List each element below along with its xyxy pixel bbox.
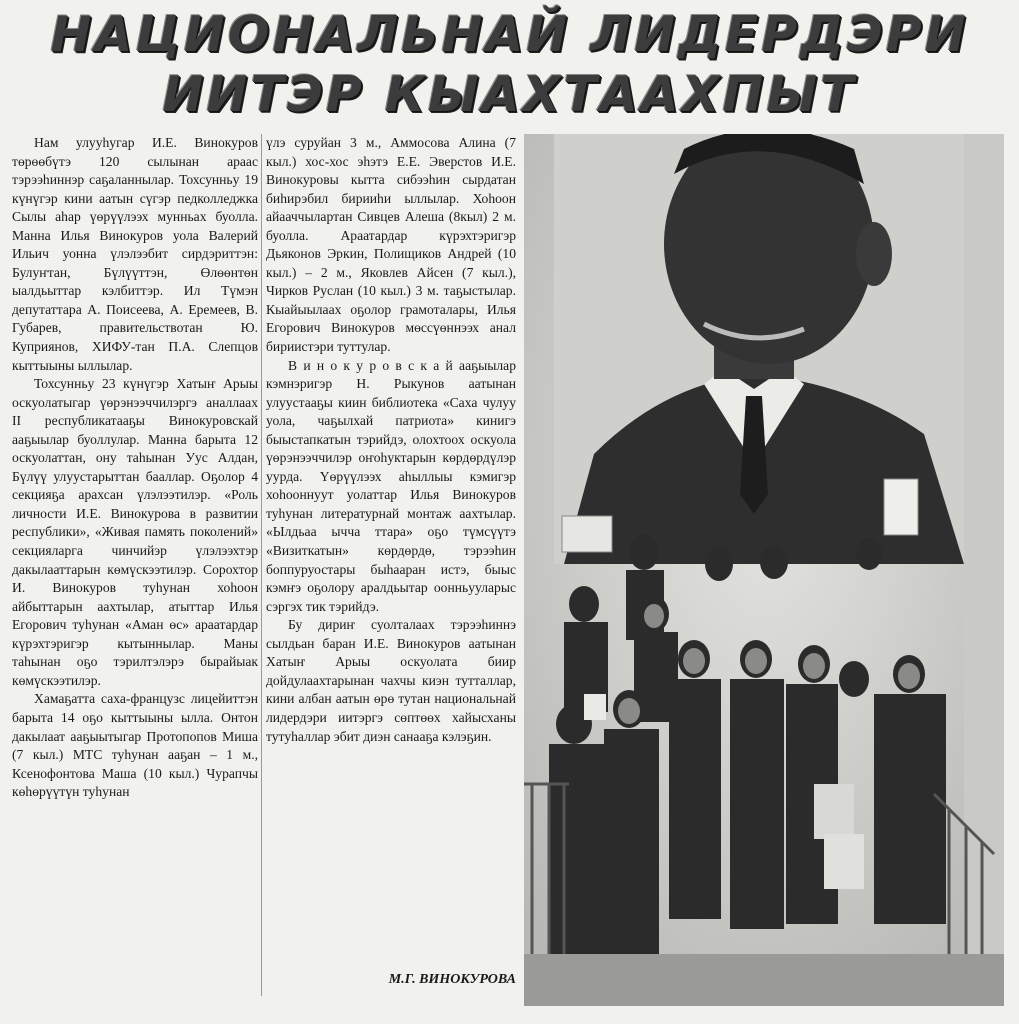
article-column-1 [12,134,258,802]
article-paragraph: Бу дириҥ суолталаах тэрээһиннэ сылдьан баран И.Е. Винокуров аатынан Хатыҥ Арыы оскуолата биир дойдулаахтарынан чахчы киэн тутталлар, кини албан аатын өрө тутан национальнай лидердэри иитэргэ сөптөөх хайысханы тутуһаллар эбит диэн санааҕа кэлэҕин. [266,617,516,744]
author-byline: М.Г. ВИНОКУРОВА [388,972,516,987]
article-paragraph: Нам улууһугар И.Е. Винокуров төрөөбүтэ 120 сылынан араас тэрээһиннэр саҕаланнылар. Тохсунньу 19 күнүгэр кини аатын сүгэр педколледжка Сылы аһар үөрүүлээх мунньах буолла. Манна Илья Винокуров уола Валерий Ильич уонна үлэлээбит сирдэриттэн: Булуҥтан, Бүлүүттэн, Өлөөнтөн ыалдьыттар кэлбиттэр. Ил Түмэн депутаттара А. Поисеева, А. Еремеев, В. Губарев, правительствотан Ю. Куприянов, ХИФУ-тан П.А. Слепцов кыттыыны ыллылар. [12,135,258,373]
article-paragraph: Хамаҕатта саха-французс лицейиттэн барыта 14 оҕо кыттыыны ылла. Онтон дакылаат ааҕыытыгар Протопопов Миша (7 кыл.) МТС туһунан ааҕан – 1 м., Ксенофонтова Маша (10 кыл.) Чурапчы көһөрүүтүн туһунан [12,691,258,800]
article-column-2 [266,134,516,746]
article-paragraph: үлэ суруйан 3 м., Аммосова Алина (7 кыл.) хос-хос эһэтэ Е.Е. Эверстов И.Е. Винокуровы кытта сибээһин сырдатан биһирэбил бирииһи ыллылар. Хоһоон айааччылартан Сивцев Алеша (8кыл) 2 м. буолла. Араатардар күрэхтэригэр Дьяконов Эркин, Полищиков Андрей (10 кыл.) – 2 м., Яковлев Айсен (7 кыл.), Чирков Руслан (10 кыл.) 3 м. таҕыстылар. Кыайыылаах оҕолор грамоталары, Илья Егорович Винокуров мөссүөннээх анал бириистэри туттулар. [266,135,516,355]
column-divider [261,134,262,996]
group-photo-image [524,134,1004,1006]
article-paragraph: Тохсунньу 23 күнүгэр Хатыҥ Арыы оскуолатыгар үөрэнээччилэргэ аналлаах II республикатааҕы Винокуровскай ааҕыылар буоллулар. Манна барыта 12 оскуолаттан, ону таһынан Уус Алдан, Бүлүү улуустарыттан бааллар. Оҕолор 4 секцияҕа арахсан үлэлээтилэр. «Роль личности И.Е. Винокурова в развитии республики», «Живая память поколений» секцияларга чинчийэр үлэлээхтэр дакылааттарын көмүскээтилэр. Сорохтор И. Винокуров туһунан хоһоон айбыттарын аахтылар, атыттар Илья Егорович туһунан «Аман өс» араатардар күрэхтэригэр кытыннылар. Маны таһынан оҕо тэрилтэлэрэ бырайыак көмүскээтилэр. [12,376,258,688]
headline-line-2: ИИТЭР КЫАХТААХПЫТ [162,66,857,123]
article-paragraph: В и н о к у р о в с к а й ааҕыылар кэмнэригэр Н. Рыкунов аатынан улуустааҕы киин библиотека «Саха чулуу уола, чаҕылхай патриота» кинигэ быыстапкатын тэрийдэ, олохтоох оскуола үөрэнээччилэр оҥоһуктарын көрдөрдүлэр уурда. Үөрүүлээх аһыллыы кэмигэр хоһооннуут уолаттар Илья Винокуров туһунан литературнай монтаж аахтылар. «Ылдьаа ычча ттара» оҕо түмсүүтэ «Визиткатын» көрдөрдө, тэрээһин боппуруостары быһааран истэ, быыс кэмҥэ оҕолору аралдьытар оонньууларыс сэргэх тик тэрийдэ. [266,357,516,614]
headline-line-1: НАЦИОНАЛЬНАЙ ЛИДЕРДЭРИ [50,6,969,63]
headline [0,6,1019,124]
group-photo [524,134,1004,1006]
